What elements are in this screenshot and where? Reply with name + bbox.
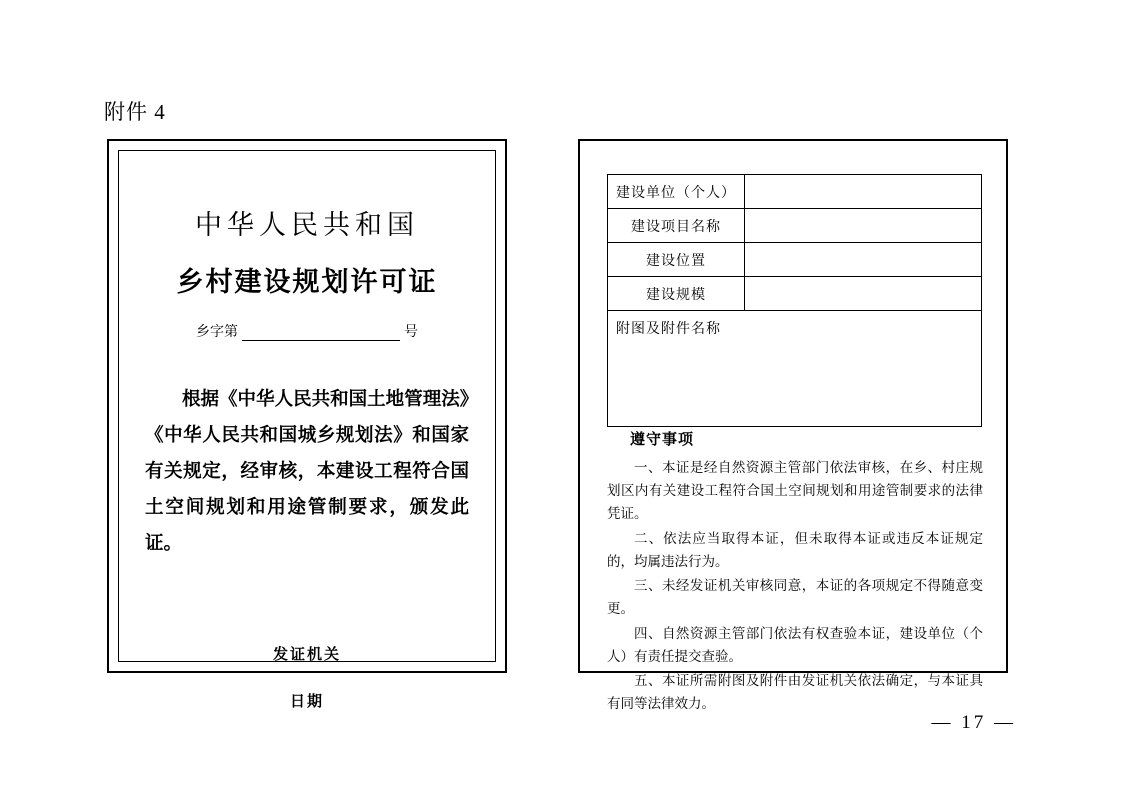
field-label-project-name: 建设项目名称 xyxy=(608,209,745,243)
certificate-number-line xyxy=(119,321,495,341)
field-label-attachments[interactable]: 附图及附件名称 xyxy=(608,311,982,427)
certificate-number-blank[interactable] xyxy=(242,326,400,341)
field-label-scale: 建设规模 xyxy=(608,277,745,311)
field-value-location[interactable] xyxy=(745,243,982,277)
table-row xyxy=(608,175,982,209)
rule-item-1: 一、本证是经自然资源主管部门依法审核，在乡、村庄规划区内有关建设工程符合国土空间规划和用途管制要求的法律凭证。 xyxy=(607,460,983,522)
page-number: — 17 — xyxy=(931,712,1016,733)
certificate-inner-border xyxy=(118,150,496,711)
field-label-construction-unit: 建设单位（个人） xyxy=(608,175,745,209)
field-value-project-name[interactable] xyxy=(745,209,982,243)
certificate-content-page xyxy=(578,139,1008,712)
field-value-scale[interactable] xyxy=(745,277,982,311)
field-value-construction-unit[interactable] xyxy=(745,175,982,209)
table-row xyxy=(608,243,982,277)
table-row xyxy=(608,311,982,427)
rule-item-4: 四、自然资源主管部门依法有权查验本证，建设单位（个人）有责任提交查验。 xyxy=(607,625,983,664)
rule-item-5: 五、本证所需附图及附件由发证机关依法确定，与本证具有同等法律效力。 xyxy=(607,672,983,712)
certificate-number-prefix: 乡字第 xyxy=(196,325,238,340)
certificate-cover xyxy=(107,139,507,711)
table-row xyxy=(608,209,982,243)
certificate-number-suffix: 号 xyxy=(404,325,418,340)
attachment-label: 附件 4 xyxy=(104,100,166,124)
rule-item-2: 二、依法应当取得本证，但未取得本证或违反本证规定的，均属违法行为。 xyxy=(607,530,983,569)
certificate-body-text: 根据《中华人民共和国土地管理法》《中华人民共和国城乡规划法》和国家有关规定，经审核，本建设工程符合国土空间规划和用途管制要求，颁发此证。 xyxy=(145,388,469,554)
project-info-table xyxy=(607,174,982,427)
field-label-location: 建设位置 xyxy=(608,243,745,277)
certificate-country-title: 中华人民共和国 xyxy=(195,210,419,240)
certificate-main-title: 乡村建设规划许可证 xyxy=(176,267,438,297)
rules-list xyxy=(607,456,983,716)
rules-title: 遵守事项 xyxy=(630,431,695,448)
certificate-issuer-label: 发证机关 xyxy=(272,646,341,664)
certificate-date-label: 日期 xyxy=(289,693,324,711)
rule-item-3: 三、未经发证机关审核同意，本证的各项规定不得随意变更。 xyxy=(607,578,983,617)
table-row xyxy=(608,277,982,311)
